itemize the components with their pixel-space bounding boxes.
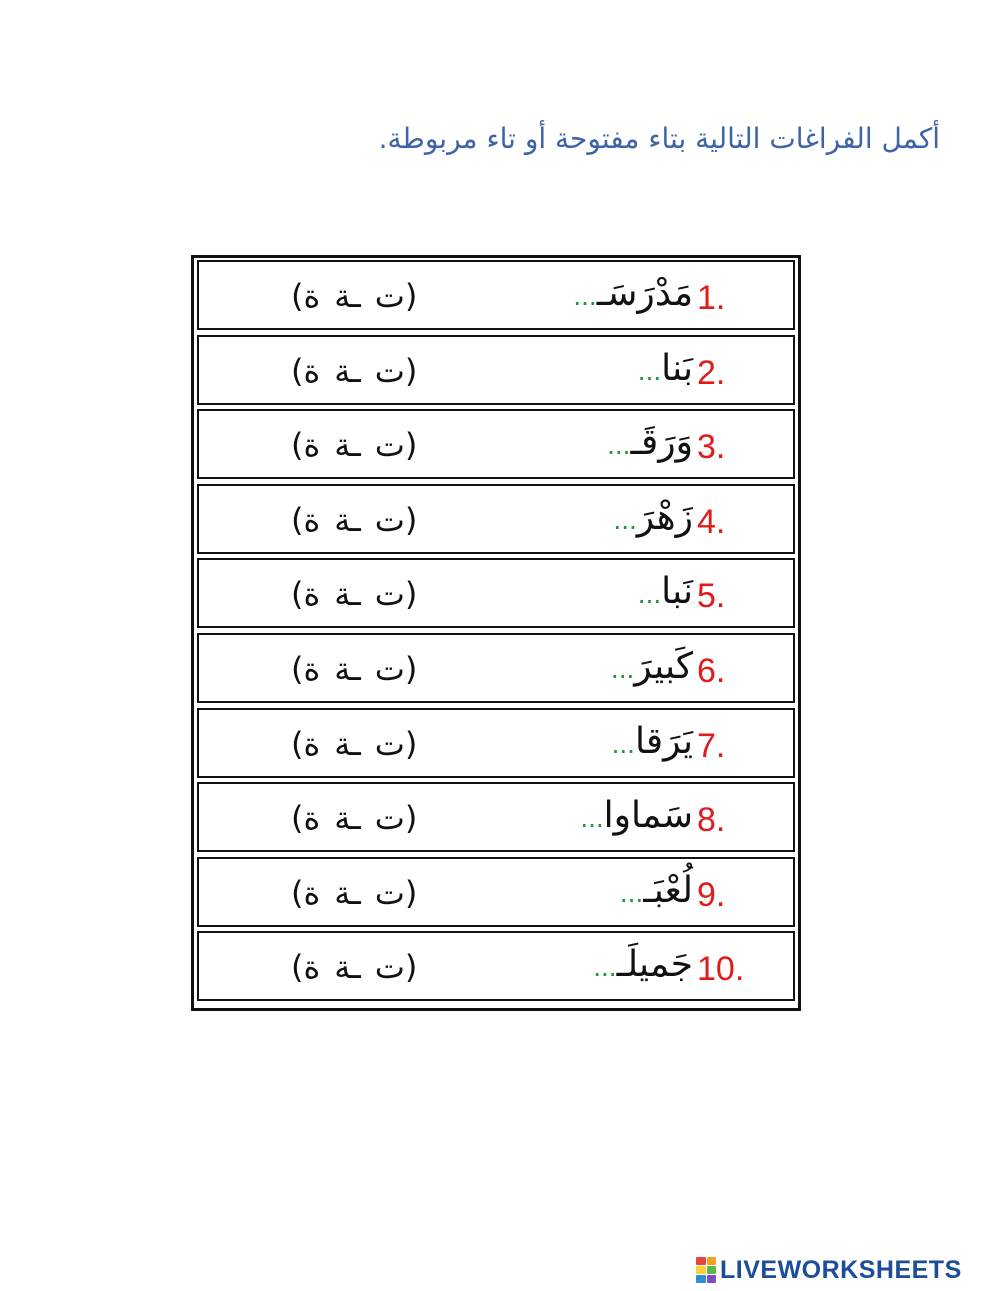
close-paren: ) <box>291 500 304 539</box>
choice-ta-marbuta[interactable]: ة <box>303 575 321 614</box>
open-paren: ( <box>404 799 418 838</box>
exercise-row <box>197 335 795 405</box>
logo-square <box>696 1275 706 1283</box>
choice-ta-medial[interactable]: ـة <box>334 948 361 987</box>
row-number: 7. <box>697 726 726 765</box>
answer-choices <box>291 348 417 394</box>
choice-ta-medial[interactable]: ـة <box>334 799 361 838</box>
answer-choices <box>291 870 417 916</box>
answer-choices <box>291 795 417 841</box>
blank-dots[interactable]: ... <box>580 802 604 834</box>
choice-ta-open[interactable]: ت <box>374 649 405 688</box>
logo-text: LIVEWORKSHEETS <box>720 1255 962 1284</box>
choice-ta-medial[interactable]: ـة <box>334 649 361 688</box>
close-paren: ) <box>291 948 304 987</box>
choice-ta-marbuta[interactable]: ة <box>303 799 321 838</box>
row-number: 4. <box>697 502 726 541</box>
choice-ta-marbuta[interactable]: ة <box>303 351 321 390</box>
choice-ta-open[interactable]: ت <box>374 724 405 763</box>
blank-dots[interactable]: ... <box>573 280 597 311</box>
row-word-group <box>620 867 693 917</box>
open-paren: ( <box>404 724 418 763</box>
choice-ta-marbuta[interactable]: ة <box>303 500 321 539</box>
answer-choices <box>291 273 417 319</box>
close-paren: ) <box>291 277 304 315</box>
row-word-group <box>607 419 693 469</box>
row-number: 5. <box>697 577 726 616</box>
incomplete-word: لُعْبَـ <box>643 869 693 911</box>
incomplete-word: مَدْرَسَـ <box>596 273 693 314</box>
logo-square <box>707 1257 717 1265</box>
logo-square <box>707 1275 717 1283</box>
incomplete-word: كَبيرَ <box>634 645 693 687</box>
row-word-group <box>638 568 693 618</box>
choice-ta-medial[interactable]: ـة <box>334 873 361 912</box>
row-word-group <box>611 643 693 693</box>
choice-ta-medial[interactable]: ـة <box>334 351 361 390</box>
choice-ta-medial[interactable]: ـة <box>334 277 361 315</box>
row-word-group <box>613 494 693 544</box>
row-word-group <box>580 792 693 842</box>
blank-dots[interactable]: ... <box>613 503 637 535</box>
choice-ta-marbuta[interactable]: ة <box>303 649 321 688</box>
incomplete-word: جَميلَـ <box>616 944 693 986</box>
blank-dots[interactable]: ... <box>637 354 662 386</box>
open-paren: ( <box>404 649 418 688</box>
row-word-group <box>593 941 693 991</box>
answer-choices <box>291 646 417 692</box>
row-number: 2. <box>697 353 726 392</box>
liveworksheets-logo <box>696 1252 962 1288</box>
blank-dots[interactable]: ... <box>637 578 662 610</box>
row-number: 3. <box>697 428 726 467</box>
blank-dots[interactable]: ... <box>607 429 631 461</box>
choice-ta-marbuta[interactable]: ة <box>303 277 321 315</box>
choice-ta-marbuta[interactable]: ة <box>303 948 321 987</box>
close-paren: ) <box>291 799 304 838</box>
choice-ta-open[interactable]: ت <box>374 575 405 614</box>
close-paren: ) <box>291 351 304 390</box>
choice-ta-marbuta[interactable]: ة <box>303 426 321 465</box>
exercise-row <box>197 409 795 479</box>
row-number: 6. <box>697 651 726 690</box>
incomplete-word: زَهْرَ <box>636 496 693 538</box>
choice-ta-medial[interactable]: ـة <box>334 500 361 539</box>
exercise-row <box>197 708 795 778</box>
logo-square <box>696 1266 706 1274</box>
answer-choices <box>291 721 417 767</box>
answer-choices <box>291 422 417 468</box>
incomplete-word: بَنا <box>661 347 693 389</box>
blank-dots[interactable]: ... <box>610 652 635 684</box>
choice-ta-marbuta[interactable]: ة <box>303 873 321 912</box>
choice-ta-open[interactable]: ت <box>374 277 405 315</box>
answer-choices <box>291 571 417 617</box>
blank-dots[interactable]: ... <box>593 951 617 983</box>
choice-ta-medial[interactable]: ـة <box>334 724 361 763</box>
row-number: 1. <box>697 279 726 317</box>
choice-ta-medial[interactable]: ـة <box>334 575 361 614</box>
answer-choices <box>291 497 417 543</box>
exercise-row <box>197 633 795 703</box>
blank-dots[interactable]: ... <box>619 876 644 908</box>
open-paren: ( <box>404 948 418 987</box>
row-word-group <box>638 345 693 395</box>
exercise-row <box>197 931 795 1001</box>
exercise-row <box>197 260 795 330</box>
instruction-heading: أكمل الفراغات التالية بتاء مفتوحة أو تاء مربوطة. <box>378 122 940 155</box>
choice-ta-open[interactable]: ت <box>374 799 405 838</box>
exercise-table <box>191 255 801 1011</box>
row-word-group <box>612 718 693 768</box>
open-paren: ( <box>404 426 418 465</box>
open-paren: ( <box>404 575 418 614</box>
row-number: 8. <box>697 801 726 840</box>
open-paren: ( <box>404 500 418 539</box>
logo-icon <box>696 1257 716 1283</box>
choice-ta-open[interactable]: ت <box>374 351 405 390</box>
incomplete-word: يَرَقا <box>634 720 693 762</box>
exercise-row <box>197 484 795 554</box>
logo-square <box>707 1266 717 1274</box>
open-paren: ( <box>404 351 418 390</box>
choice-ta-open[interactable]: ت <box>374 426 405 465</box>
close-paren: ) <box>291 873 304 912</box>
answer-choices <box>291 944 417 990</box>
exercise-row <box>197 782 795 852</box>
choice-ta-open[interactable]: ت <box>374 948 405 987</box>
incomplete-word: وَرَقَـ <box>630 422 693 464</box>
incomplete-word: سَماوا <box>603 795 693 837</box>
incomplete-word: نَبا <box>661 571 693 613</box>
logo-square <box>696 1257 706 1265</box>
open-paren: ( <box>404 873 418 912</box>
choice-ta-medial[interactable]: ـة <box>334 426 361 465</box>
blank-dots[interactable]: ... <box>611 727 635 759</box>
row-number: 9. <box>697 875 726 914</box>
exercise-row <box>197 857 795 927</box>
close-paren: ) <box>291 724 304 763</box>
row-number: 10. <box>697 950 745 989</box>
choice-ta-marbuta[interactable]: ة <box>303 724 321 763</box>
open-paren: ( <box>404 277 418 315</box>
choice-ta-open[interactable]: ت <box>374 873 405 912</box>
row-word-group <box>573 270 693 320</box>
close-paren: ) <box>291 426 304 465</box>
exercise-row <box>197 558 795 628</box>
close-paren: ) <box>291 575 304 614</box>
choice-ta-open[interactable]: ت <box>374 500 405 539</box>
close-paren: ) <box>291 649 304 688</box>
